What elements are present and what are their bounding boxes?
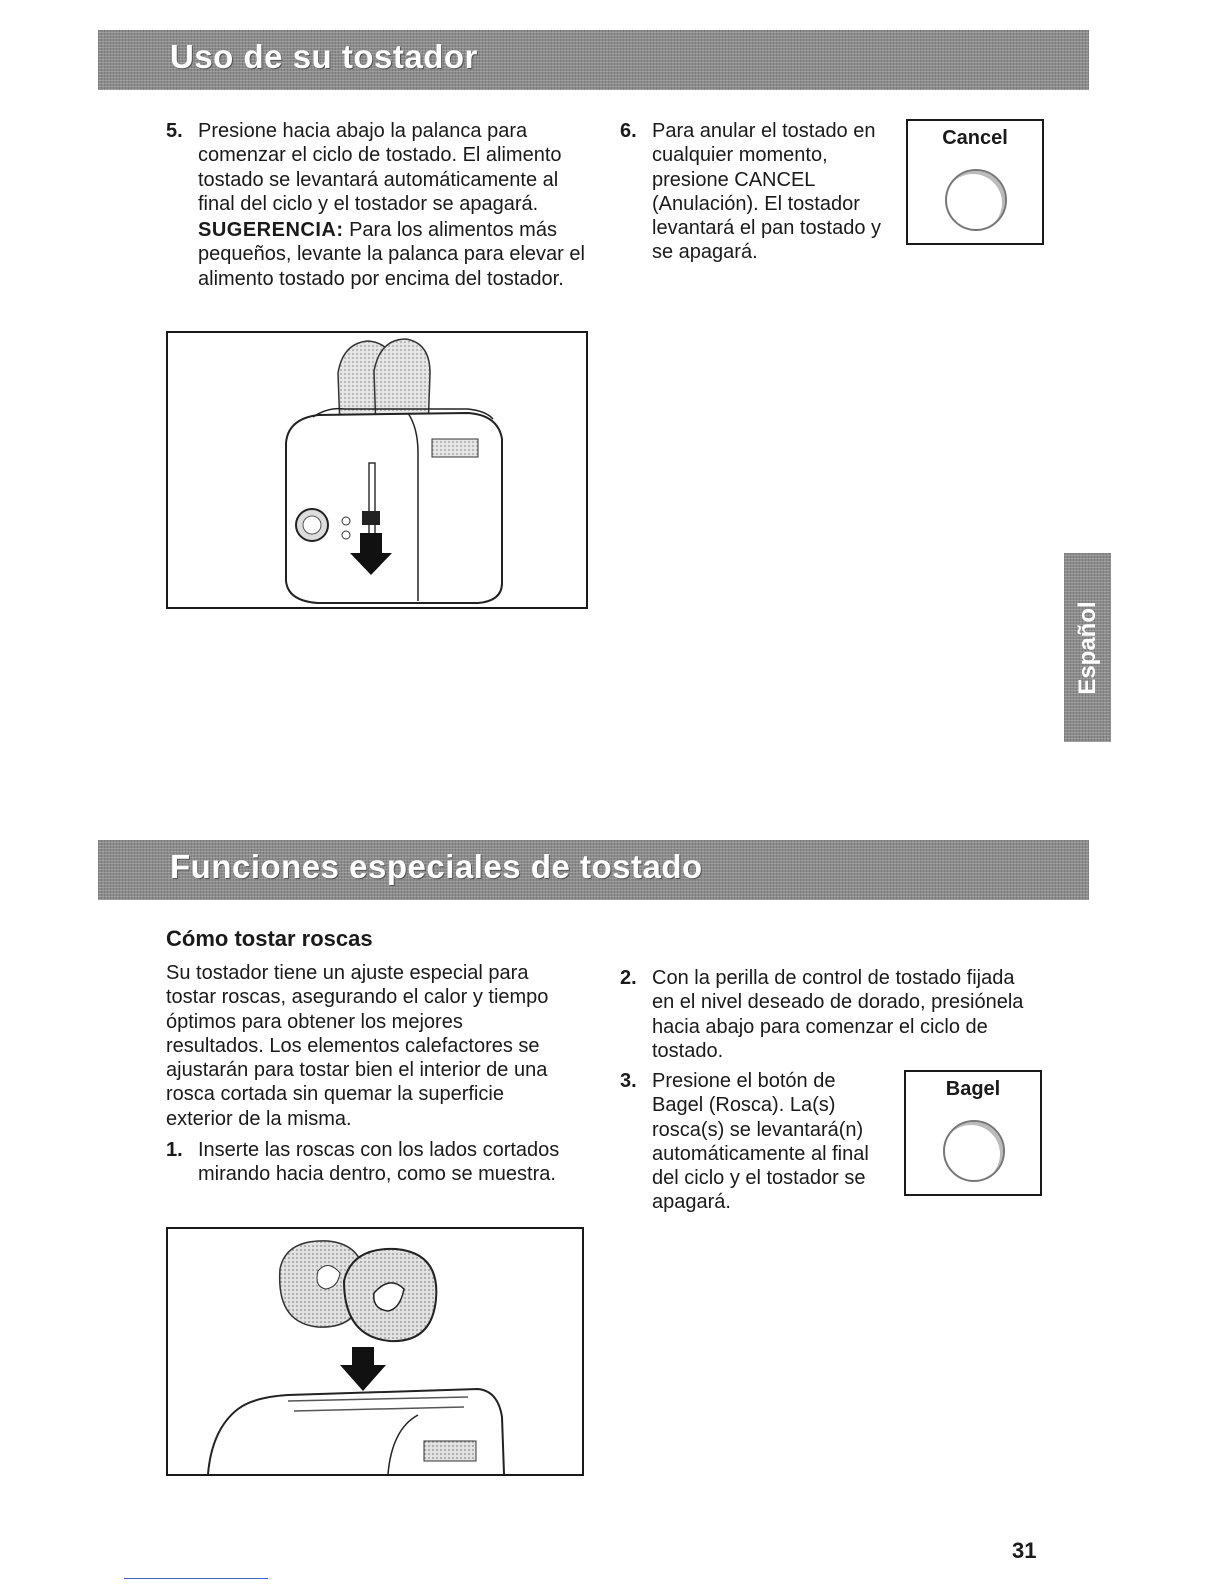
cancel-button-illustration — [906, 119, 1044, 245]
step-number: 5. — [166, 120, 183, 142]
bagel-step-3 — [620, 1069, 890, 1215]
step-text: Inserte las roscas con los lados cortados mirando hacia dentro, como se muestra. — [198, 1139, 560, 1186]
step-6 — [620, 119, 890, 265]
step-text: Para anular el tostado en cualquier momento, presione CANCEL (Anulación). El tostador levantará el pan tostado y se apagará. — [652, 120, 882, 264]
step-number: 6. — [620, 120, 637, 142]
bagel-insert-icon — [168, 1229, 582, 1474]
tip-label: SUGERENCIA: — [198, 219, 344, 242]
section-banner-special — [98, 840, 1089, 900]
step-text: Presione el botón de Bagel (Rosca). La(s) rosca(s) se levantará(n) automáticamente al final del ciclo y el tostador se apagará. — [652, 1070, 869, 1214]
toaster-lever-icon — [168, 333, 586, 607]
bagel-label: Bagel — [945, 1078, 1001, 1100]
section-title: Funciones especiales de tostado — [170, 848, 703, 885]
side-tab-label: Español — [1073, 600, 1101, 695]
round-button-icon — [943, 1120, 1005, 1182]
bagel-intro: Su tostador tiene un ajuste especial para tostar roscas, asegurando el calor y tiempo óptimos para obtener los mejores resultados. Los elementos calefactores se ajustarán para tostar bien el interior de una rosca cortada sin quemar la superficie exterior de la misma. — [166, 962, 549, 1130]
step-number: 2. — [620, 967, 637, 989]
bagel-step-2 — [620, 966, 1040, 1063]
language-side-tab — [1064, 553, 1111, 742]
step-5 — [166, 119, 596, 291]
bagel-button-illustration — [904, 1070, 1042, 1196]
tip-block — [198, 218, 594, 291]
bagel-heading: Cómo tostar roscas — [166, 926, 373, 951]
cancel-label: Cancel — [942, 127, 1008, 149]
bagel-step-1 — [166, 1138, 586, 1187]
tip-text: Para los alimentos más pequeños, levante la palanca para elevar el alimento tostado por encima del tostador. — [198, 219, 585, 290]
section-banner-usage — [98, 30, 1089, 90]
footer-rule — [124, 1578, 268, 1579]
section-title: Uso de su tostador — [170, 38, 478, 75]
step-number: 3. — [620, 1070, 637, 1092]
step-text: Con la perilla de control de tostado fijada en el nivel deseado de dorado, presiónela hacia abajo para comenzar el ciclo de tostado. — [652, 967, 1024, 1062]
toaster-lever-illustration — [166, 331, 588, 609]
round-button-icon — [945, 169, 1007, 231]
step-number: 1. — [166, 1139, 183, 1161]
step-text: Presione hacia abajo la palanca para comenzar el ciclo de tostado. El alimento tostado se levantará automáticamente al final del ciclo y el tostador se apagará. — [198, 120, 562, 215]
bagel-insert-illustration — [166, 1227, 584, 1476]
page-number: 31 — [1012, 1538, 1037, 1563]
